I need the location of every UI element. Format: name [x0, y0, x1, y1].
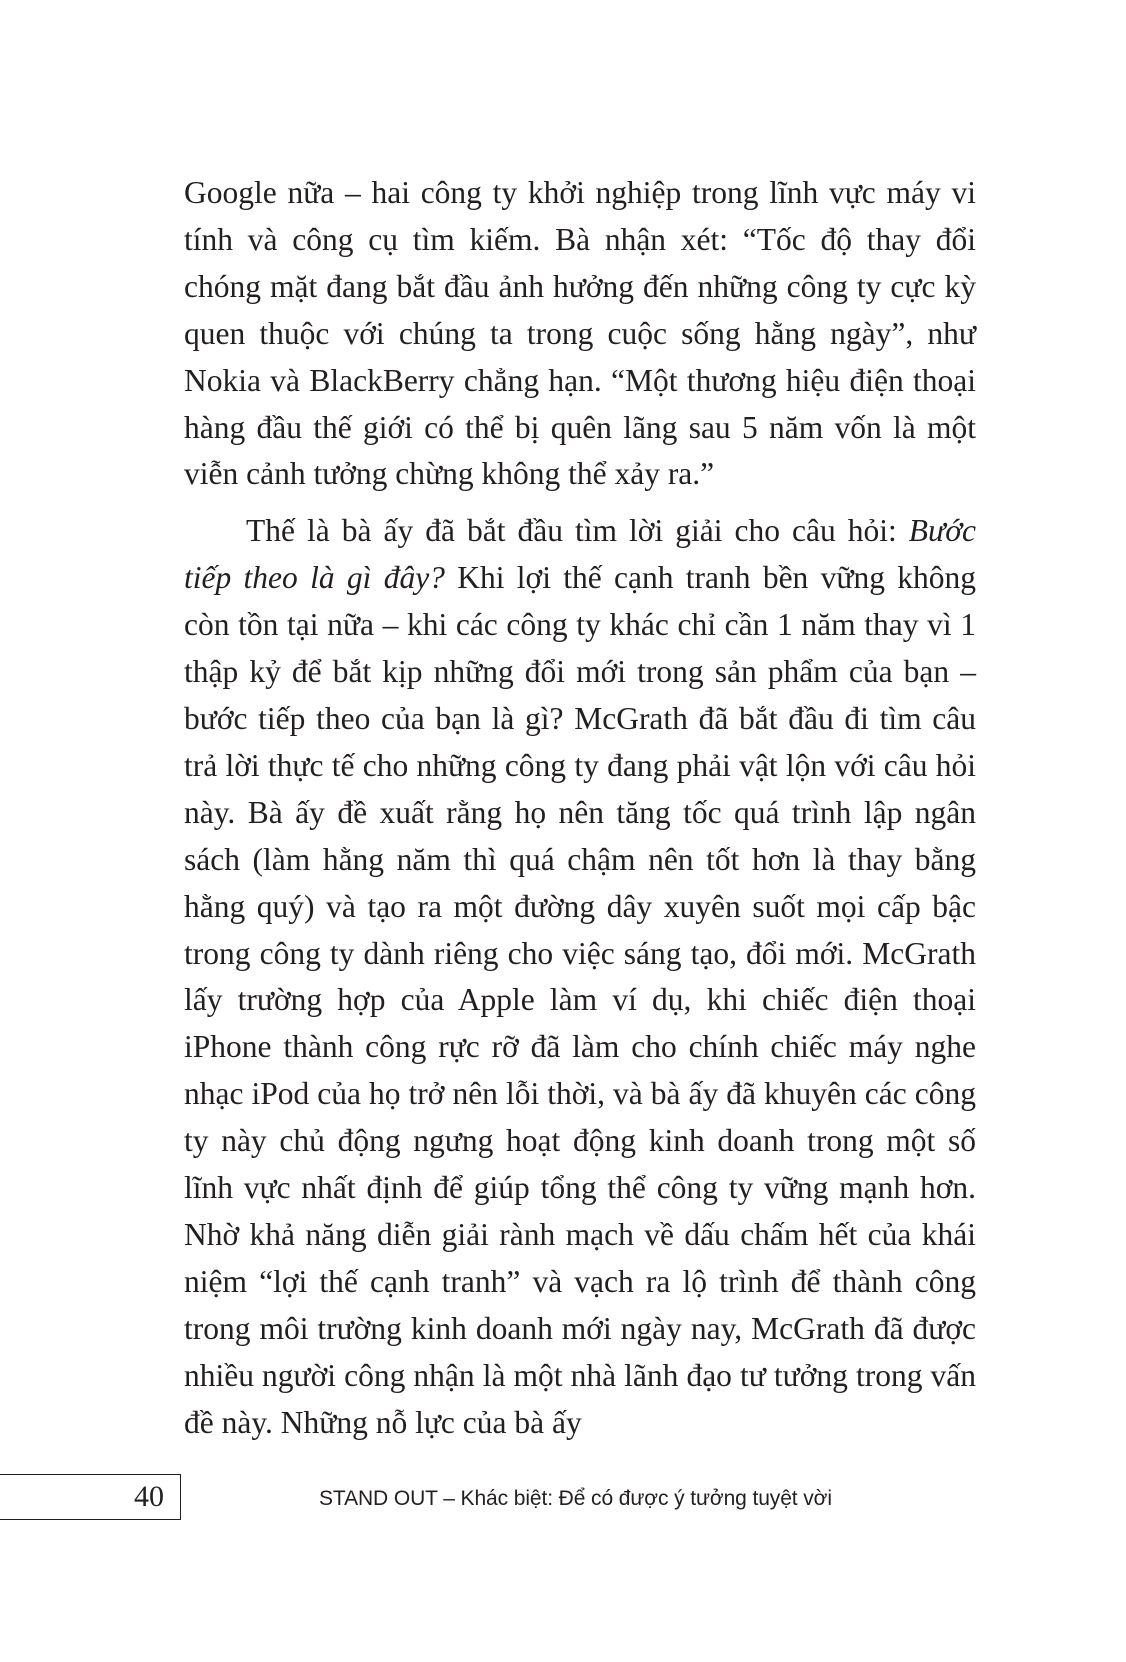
paragraph-2-italic-question: Bước tiếp theo là gì đây? [184, 513, 976, 596]
page-body [184, 170, 976, 1446]
paragraph-2 [184, 508, 976, 1446]
page-number: 40 [134, 1480, 164, 1513]
paragraph-2-intro: Thế là bà ấy đã bắt đầu tìm lời giải cho câu hỏi: [246, 513, 909, 549]
page-number-box [0, 1474, 181, 1520]
running-footer-title: STAND OUT – Khác biệt: Để có được ý tưởng tuyệt vời [319, 1487, 832, 1510]
paragraph-2-body: Khi lợi thế cạnh tranh bền vững không còn tồn tại nữa – khi các công ty khác chỉ cần 1 năm thay vì 1 thập kỷ để bắt kịp những đổi mới trong sản phẩm của bạn – bước tiếp theo của bạn là gì? McGrath đã bắt đầu đi tìm câu trả lời thực tế cho những công ty đang phải vật lộn với câu hỏi này. Bà ấy đề xuất rằng họ nên tăng tốc quá trình lập ngân sách (làm hằng năm thì quá chậm nên tốt hơn là thay bằng hằng quý) và tạo ra một đường dây xuyên suốt mọi cấp bậc trong công ty dành riêng cho việc sáng tạo, đổi mới. McGrath lấy trường hợp của Apple làm ví dụ, khi chiếc điện thoại iPhone thành công rực rỡ đã làm cho chính chiếc máy nghe nhạc iPod của họ trở nên lỗi thời, và bà ấy đã khuyên các công ty này chủ động ngưng hoạt động kinh doanh trong một số lĩnh vực nhất định để giúp tổng thể công ty vững mạnh hơn. Nhờ khả năng diễn giải rành mạch về dấu chấm hết của khái niệm “lợi thế cạnh tranh” và vạch ra lộ trình để thành công trong môi trường kinh doanh mới ngày nay, McGrath đã được nhiều người công nhận là một nhà lãnh đạo tư tưởng trong vấn đề này. Những nỗ lực của bà ấy [184, 560, 976, 1440]
paragraph-1: Google nữa – hai công ty khởi nghiệp trong lĩnh vực máy vi tính và công cụ tìm kiếm. Bà nhận xét: “Tốc độ thay đổi chóng mặt đang bắt đầu ảnh hưởng đến những công ty cực kỳ quen thuộc với chúng ta trong cuộc sống hằng ngày”, như Nokia và BlackBerry chẳng hạn. “Một thương hiệu điện thoại hàng đầu thế giới có thể bị quên lãng sau 5 năm vốn là một viễn cảnh tưởng chừng không thể xảy ra.” [184, 175, 976, 492]
